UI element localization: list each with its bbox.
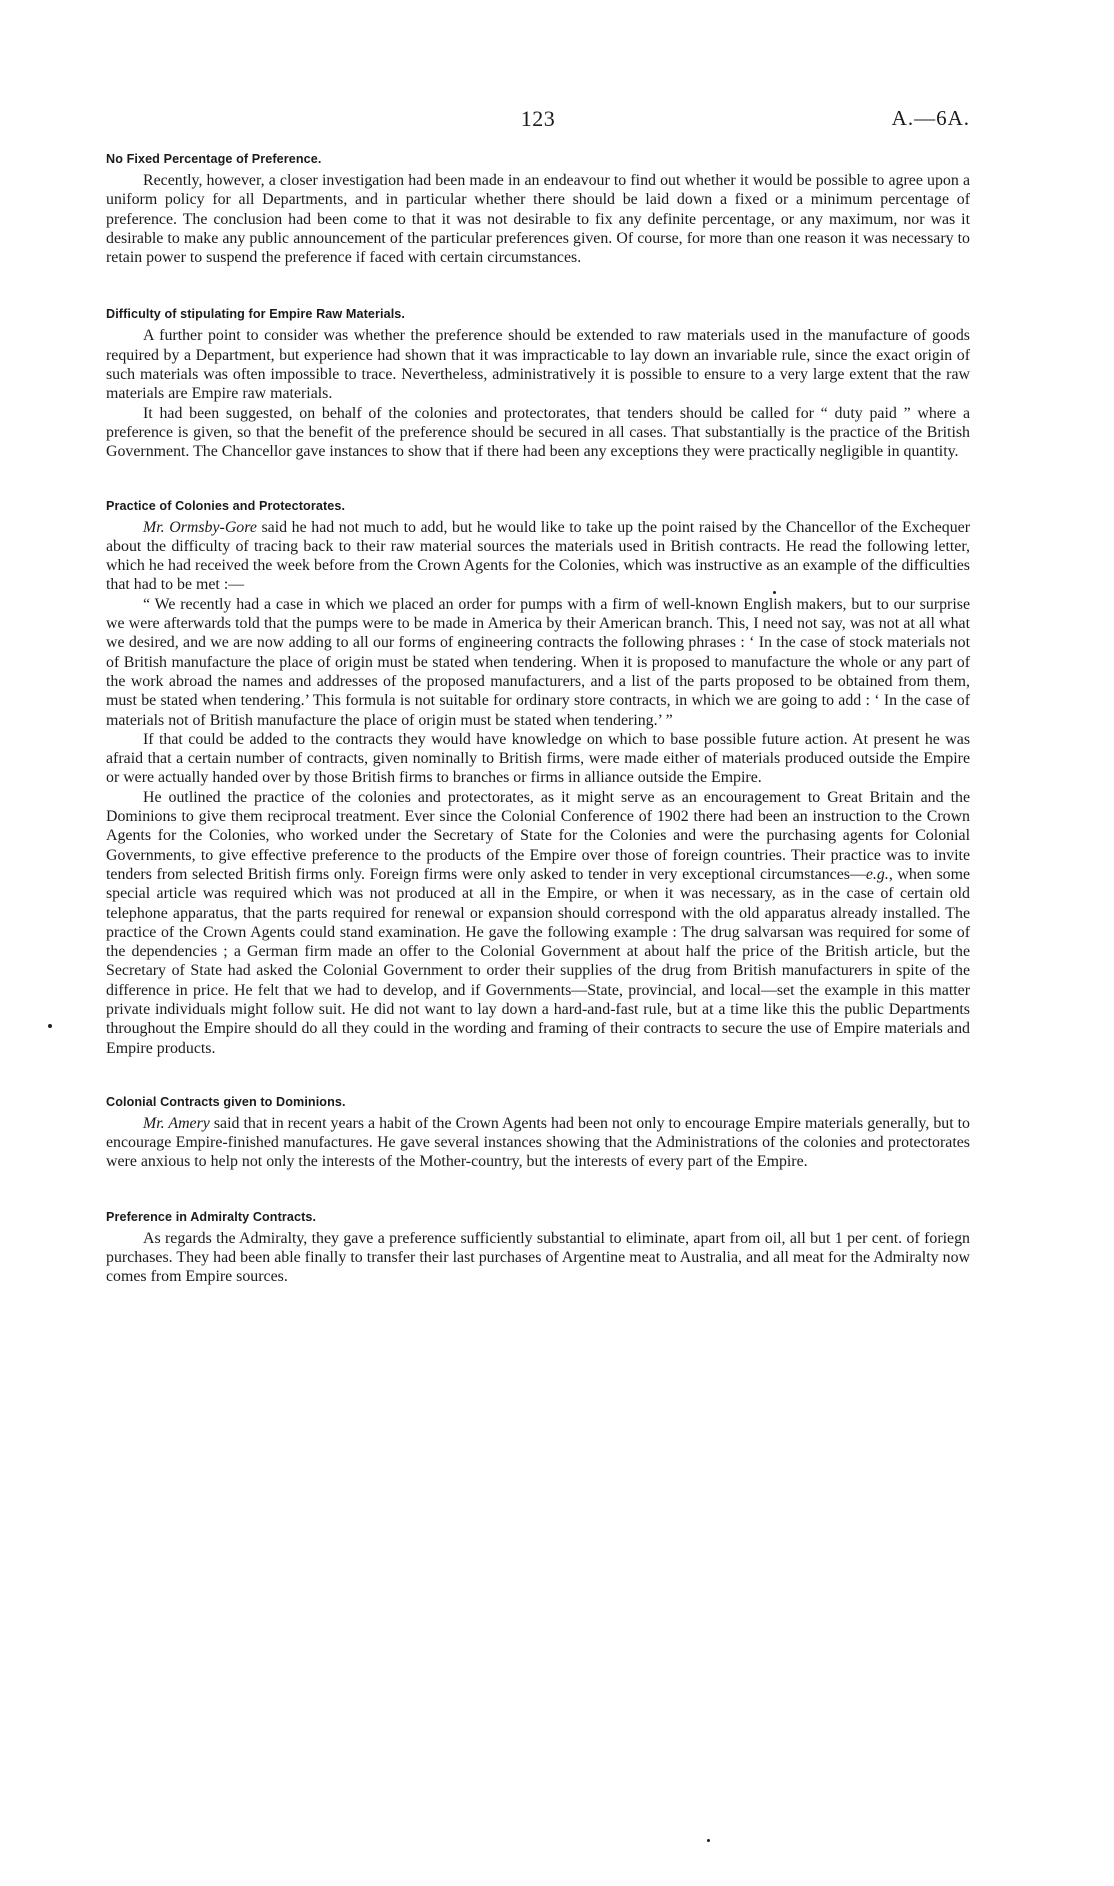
- section-colonial-contracts: [106, 1095, 970, 1172]
- section-admiralty-contracts: [106, 1210, 970, 1287]
- paragraph: As regards the Admiralty, they gave a preference sufficiently substantial to eliminate, apart from oil, all but 1 per cent. of foriegn purchases. They had been able finally to transfer their last purchases of Argentine meat to Australia, and all meat for the Admiralty now comes from Empire sources.: [106, 1229, 970, 1286]
- paragraph-text: said he had not much to add, but he would like to take up the point raised by the Chancellor of the Exchequer about the difficulty of tracing back to their raw material sources the materials used in British contracts. He read the following letter, which he had received the week before from the Crown Agents for the Colonies, which was instructive as an example of the difficulties that had to be met :—: [106, 518, 970, 594]
- section-heading: Difficulty of stipulating for Empire Raw Materials.: [106, 307, 405, 322]
- paragraph: A further point to consider was whether the preference should be extended to raw materials used in the manufacture of goods required by a Department, but experience had shown that it was impracticable to lay down an invariable rule, since the exact origin of such materials was often impossible to trace. Nevertheless, administratively it is possible to ensure to a very large extent that the raw materials are Empire raw materials.: [106, 327, 970, 403]
- abbreviation-eg: e.g.: [865, 865, 889, 883]
- speaker-name: Mr. Ormsby-Gore: [143, 518, 257, 536]
- paragraph: [106, 1114, 970, 1172]
- quoted-letter: “ We recently had a case in which we placed an order for pumps with a firm of well-known English makers, but to our surprise we were afterwards told that the pumps were to be made in America by their American branch. This, I need not say, was not at all what we desired, and we are now adding to all our forms of engineering contracts the following phrases : ‘ In the case of stock materials not of British manufacture the place of origin must be stated when tendering. When it is proposed to manufacture the whole or any part of the work abroad the names and addresses of the proposed manufacturers, and a list of the parts proposed to be obtained from them, must be stated when tendering.’ This formula is not suitable for ordinary store contracts, in which we are going to add : ‘ In the case of materials not of British manufacture the place of origin must be stated when tendering.’ ”: [106, 595, 970, 729]
- section-heading: Colonial Contracts given to Dominions.: [106, 1094, 346, 1109]
- paragraph-text: He outlined the practice of the colonies and protectorates, as it might serve as an encouragement to Great Britain and the Dominions to give them reciprocal treatment. Ever since the Colonial Conference of 1902 there had been an instruction to the Crown Agents for the Colonies, who worked under the Secretary of State for the Colonies and were the purchasing agents for Colonial Governments, to give effective preference to the products of the Empire over those of foreign countries. Their practice was to invite tenders from selected British firms only. Foreign firms were only asked to tender in very exceptional circumstances—: [106, 788, 970, 883]
- page-header: [106, 106, 970, 140]
- section-colonies-protectorates: [106, 499, 970, 1058]
- paragraph-text: , when some special article was required which was not produced at all in the Empire, or when it was necessary, as in the case of certain old telephone apparatus, that the parts required for renewal or expansion should correspond with the old apparatus already installed. The practice of the Crown Agents could stand examination. He gave the following example : The drug salvarsan was required for some of the dependencies ; a German firm made an offer to the Colonial Government at about half the price of the British article, but the Secretary of State had asked the Colonial Government to order their supplies of the drug from British manufacturers in spite of the difference in price. He felt that we had to develop, and if Governments—State, provincial, and local—set the example in this matter private individuals might follow suit. He did not want to lay down a hard-and-fast rule, but at a time like this the public Departments throughout the Empire should do all they could in the wording and framing of their contracts to secure the use of Empire materials and Empire products.: [106, 865, 970, 1057]
- paragraph: If that could be added to the contracts they would have knowledge on which to base possible future action. At present he was afraid that a certain number of contracts, given nominally to British firms, were made either of materials produced outside the Empire or were actually handed over by those British firms to branches or firms in alliance outside the Empire.: [106, 730, 970, 787]
- paragraph: [106, 518, 970, 595]
- section-heading: No Fixed Percentage of Preference.: [106, 152, 322, 166]
- scan-speck: [773, 591, 776, 594]
- paragraph: [106, 788, 970, 1058]
- document-page: [106, 106, 970, 1287]
- scan-speck: [48, 1024, 52, 1028]
- scan-speck: [707, 1839, 710, 1842]
- paragraph-text: said that in recent years a habit of the Crown Agents had been not only to encourage Empire materials generally, but to encourage Empire-finished manufactures. He gave several instances showing that the Administrations of the colonies and protectorates were anxious to help not only the interests of the Mother-country, but the interests of every part of the Empire.: [106, 1114, 970, 1171]
- page-number: 123: [520, 106, 556, 131]
- paragraph: It had been suggested, on behalf of the colonies and protectorates, that tenders should be called for “ duty paid ” where a preference is given, so that the benefit of the preference should be secured in all cases. That substantially is the practice of the British Government. The Chancellor gave instances to show that if there had been any exceptions they were practically negligible in quantity.: [106, 404, 970, 461]
- document-reference: A.—6A.: [891, 106, 970, 130]
- section-no-fixed-percentage: [106, 152, 970, 267]
- speaker-name: Mr. Amery: [143, 1114, 210, 1132]
- section-heading: Preference in Admiralty Contracts.: [106, 1209, 317, 1224]
- section-empire-raw-materials: [106, 307, 970, 461]
- section-heading: Practice of Colonies and Protectorates.: [106, 498, 346, 513]
- paragraph: Recently, however, a closer investigation had been made in an endeavour to find out whether it would be possible to agree upon a uniform policy for all Departments, and in particular whether there should be laid down a fixed or a minimum percentage of preference. The conclusion had been come to that it was not desirable to fix any definite percentage, or any maximum, nor was it desirable to make any public announcement of the particular preferences given. Of course, for more than one reason it was necessary to retain power to suspend the preference if faced with certain circumstances.: [106, 172, 970, 267]
